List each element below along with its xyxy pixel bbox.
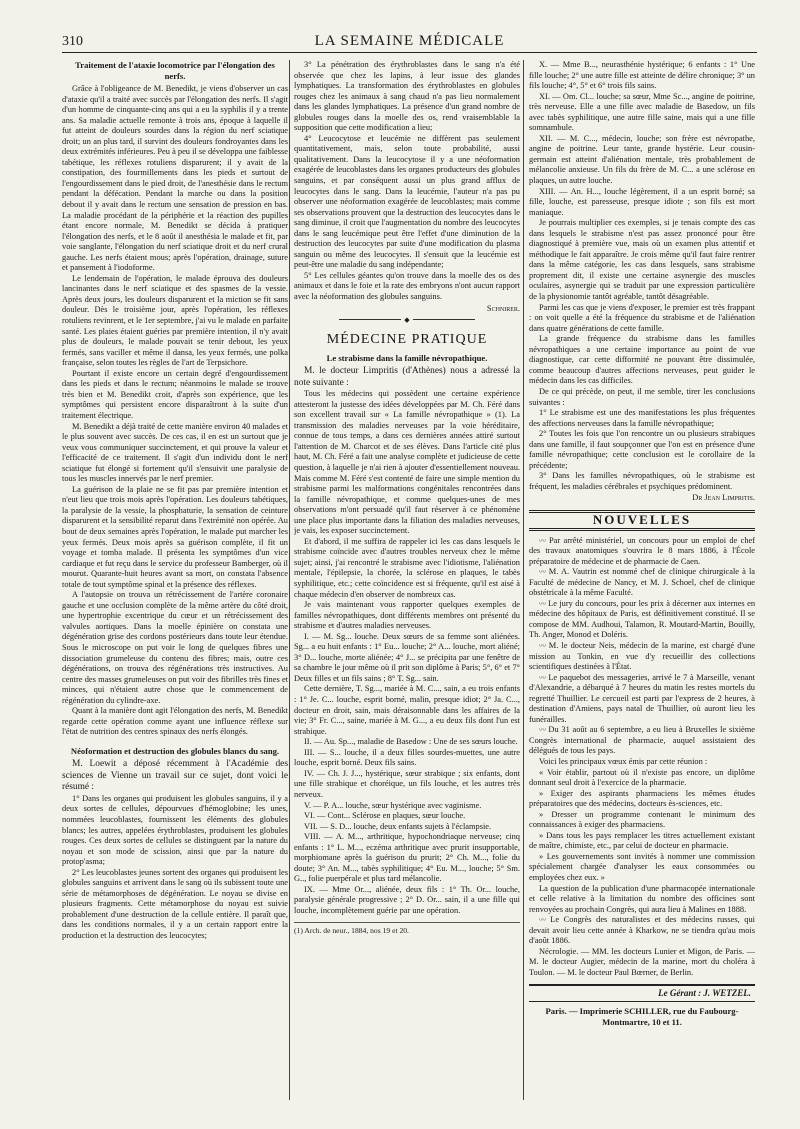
section-title: MÉDECINE PRATIQUE: [326, 332, 488, 348]
article-title: Traitement de l'ataxie locomotrice par l'élongation des nerfs.: [75, 60, 275, 81]
dash-icon: 〰: [539, 673, 549, 682]
paragraph: Pourtant il existe encore un certain degré d'engourdissement dans les pieds et dans le rectum; néanmoins le malade se trouve très bien et M. Benedikt croit, d'après son expérience, que les symptômes qui persistent encore disparaîtront à la suite d'un traitement électrique.: [62, 368, 288, 420]
news-item: 〰 Le jury du concours, pour les prix à décerner aux internes en médecine des hôpitaux de Paris, est définitivement constitué. Il se compose de MM. Audhoui, Talamon, R. Moutard-Martin, Bouilly, Th. Anger, Monod et Doléris.: [529, 598, 755, 640]
paragraph: V. — P. A... louche, sœur hystérique avec vaginisme.: [304, 800, 482, 810]
printer-line: Paris. — Imprimerie SCHILLER, rue du Faubourg-Montmartre, 10 et 11.: [545, 1006, 739, 1027]
paragraph: M. Benedikt a déjà traité de cette manière environ 40 malades et le plus souvent avec succès. De ces cas, il en est un surtout que je veux vous communiquer succinctement, et qui prouve la valeur et l'efficacité de ce traitement. Il s'agit d'un individu dont le nerf sciatique fut élongé si fortement qu'il s'ensuivit une paralysie de tous les muscles innervés par le nerf premier.: [62, 421, 288, 484]
paragraph: Je vais maintenant vous rapporter quelques exemples de familles névropathiques, dont différents membres ont présenté du strabisme et d'autres maladies nerveuses.: [294, 600, 520, 631]
paragraph: VI. — Cont... Sclérose en plaques, sœur louche.: [304, 811, 466, 821]
paragraph: IX. — Mme Or..., aliénée, deux fils : 1° Th. Or... louche, paralysie générale progressive ; 2° D. Or... sain, il a une fille qui louche, incomplètement guérie par une opération.: [294, 884, 520, 915]
paragraph: M. Loewit a déposé récemment à l'Académie des sciences de Vienne un travail sur ce sujet, dont voici le résumé :: [62, 759, 288, 793]
paragraph: 2° Toutes les fois que l'on rencontre un ou plusieurs strabiques dans une famille, il faut soupçonner que l'on est en présence d'une famille névropathique; cette conclusion est le corollaire de la précédente;: [529, 429, 755, 470]
paragraph: Tous les médecins qui possèdent une certaine expérience attesteront la justesse des idées développées par M. Ch. Féré dans son excellent travail sur « La famille névropathique » (1). La transmission des maladies nerveuses par la voie héréditaire, connue de tous temps, a dans ces dernières années attiré surtout l'attention de M. Charcot et de ses élèves. Dans l'article cité plus haut, M. Ch. Féré a fait une analyse complète et judicieuse de cette question, à laquelle je n'ai rien à ajouter d'essentiellement nouveau. Mais comme M. Féré s'est contenté de faire une simple mention du strabisme parmi les malformations congénitales rencontrées dans la famille névropathique, et comme quelques-unes de mes observations m'ont persuadé qu'il faut réserver à ce phénomène une place plus importante dans la filiation des maladies nerveuses, je vais, les exposer succinctement.: [294, 389, 520, 536]
news-item: » Dans tous les pays remplacer les titres actuellement existant de maître, chimiste, etc., par celui de docteur en pharmacie.: [529, 830, 755, 851]
paragraph: II. — Au. Sp..., maladie de Basedow : Une de ses sœurs louche.: [304, 737, 518, 747]
news-item: » Les gouvernements sont invités à nommer une commission spécialement chargée d'analyser les eaux consommées ou employées chez eux. »: [529, 851, 755, 883]
paragraph: M. le docteur Limpritis (d'Athènes) nous a adressé la note suivante :: [294, 366, 520, 388]
dash-icon: 〰: [539, 599, 549, 608]
journal-title: LA SEMAINE MÉDICALE: [314, 33, 505, 49]
page-header: [62, 30, 757, 53]
news-item: 〰 M. le docteur Neis, médecin de la marine, est chargé d'une mission au Tonkin, en vue d'y recueillir des collections scientifiques destinées à l'État.: [529, 640, 755, 672]
news-item: La question de la publication d'une pharmacopée internationale et celle relative à la limitation du nombre des officines sont renvoyées au prochain Congrès, qui aura lieu à Malines en 1888.: [529, 883, 755, 914]
news-item: 〰 Du 31 août au 6 septembre, a eu lieu à Bruxelles le sixième Congrès international de pharmacie, auquel assistaient des délégués de tous les pays.: [529, 725, 755, 756]
paragraph: Et d'abord, il me suffira de rappeler ici les cas dans lesquels le strabisme coïncide avec d'autres troubles nerveux chez le même sujet; ainsi, j'ai rencontré le strabisme avec l'idiotisme, l'aliénation mentale, l'épilepsie, la chorée, la sclérose en plaques, le tabès syphilitique, etc.; cette coïncidence est si fréquente, qu'il est aisé à chaque médecin d'en observer de nombreux cas.: [294, 536, 520, 599]
paragraph: 2° Les leucoblastes jeunes sortent des organes qui produisent les globules sanguins et arrivent dans le sang où ils subissent toute une série de métamorphoses de dégénération. Le noyau se divise en plusieurs fragments. Cette métamorphose du noyau est suivie probablement d'une destruction de la cellule entière. Il paraît que, dans les conditions normales, il y a un certain rapport entre la production et la destruction des leucocytes;: [62, 867, 288, 941]
column-3: [529, 60, 755, 1107]
column-separator: [289, 60, 290, 1100]
column-1: [62, 60, 288, 1107]
paragraph: IV. — Ch. J. J..., hystérique, sœur strabique ; six enfants, dont une fille strabique et choréique, un fils louche, et les autres très nerveux.: [294, 768, 520, 799]
article-title: Le strabisme dans la famille névropathique.: [326, 352, 488, 363]
paragraph: I. — M. Sg... louche. Deux sœurs de sa femme sont aliénées. Sg... a eu huit enfants : 1° Eu... louche; 2° A... louche, mort aliéné; 3° D... louche, morte aliénée; 4° J... se précipita par une fenêtre de sa chambre le jour même où il prit son diplôme à Paris; 5°, 6° et 7° Deux filles et un fils sains ; 8° T. Sg... sain.: [294, 631, 520, 683]
paragraph: Quant à la manière dont agit l'élongation des nerfs, M. Benedikt regarde cette opération comme ayant une influence réflexe sur l'état de nutrition des centres spinaux des nerfs élongés.: [62, 706, 288, 737]
news-item: Voici les principaux vœux émis par cette réunion :: [539, 757, 708, 766]
section-title: NOUVELLES: [529, 510, 755, 531]
paragraph: X. — Mme B..., neurasthénie hystérique; 6 enfants : 1° Une fille louche; 2° une autre fille est atteinte de délire chronique; 3° un fils louche; 4°, 5° et 6° trois fils sains.: [529, 60, 755, 91]
ornament-rule: [339, 316, 475, 326]
signature: Dr Jean Limpritis.: [692, 493, 755, 503]
page-number: 310: [62, 34, 83, 49]
news-item: 〰 Par arrêté ministériel, un concours pour un emploi de chef des travaux anatomiques s'ouvrira le 8 mars 1886, à l'École préparatoire de médecine et de pharmacie de Caen.: [529, 535, 755, 566]
dash-icon: 〰: [539, 641, 549, 650]
news-item: » Exiger des aspirants pharmaciens les mêmes études préparatoires que des médecins, docteurs ès-sciences, etc.: [529, 788, 755, 809]
news-item: 〰 Le Congrès des naturalistes et des médecins russes, qui devait avoir lieu cette année à Kharkow, ne se tiendra qu'au mois d'août 1886.: [529, 915, 755, 946]
dash-icon: 〰: [539, 536, 549, 545]
paragraph: Parmi les cas que je viens d'exposer, le premier est très frappant : on voit quelle a été la fréquence du strabisme et de l'aliénation dans quatre générations de cette famille.: [529, 302, 755, 333]
news-item: 〰 M. A. Vautrin est nommé chef de clinique chirurgicale à la Faculté de médecine de Nancy, et M. J. Schoel, chef de clinique obstétricale à la même Faculté.: [529, 567, 755, 598]
paragraph: 3° La pénétration des érythroblastes dans le sang n'a été observée que chez les lapins, à leur issue des glandes lymphatiques. La transformation des érythroblastes en globules rouges chez les animaux à sang chaud n'a pas lieu normalement dans les glandes lymphatiques. La présence d'un grand nombre de globules rouges dans la moelle des os, rend vraisemblable la supposition que cette modification a lieu;: [294, 60, 520, 133]
paragraph: 4° Leucocytose et leucémie ne diffèrent pas seulement quantitativement, mais, selon toute probabilité, aussi qualitativement. Dans la leucocytose il y a une néoformation exagérée de leucoblastes dans les organes producteurs des globules sanguins, et par conséquent aussi un plus grand afflux de leucocytes dans le sang. Dans la leucémie, l'auteur n'a pas pu observer une néoformation exagérée de leucoblastes; mais comme ses observations prouvent que la destruction des leucocytes dans le sang diminue, il croit que l'augmentation du nombre des leucocytes dans le sang leucémique peut être l'effet d'une diminution de la destruction des leucocytes par suite d'une modification du plasma sanguin ou même des leucocytes. Il s'ensuit que la leucémie est peut-être une maladie du sang indépendante;: [294, 133, 520, 270]
paragraph: III. — S... louche, il a deux filles sourdes-muettes, une autre louche, esprit borné. Deux fils sains.: [294, 747, 520, 768]
paragraph: A l'autopsie on trouva un rétrécissement de l'artère coronaire gauche et une occlusion complète de la même artère du côté droit, une hypertrophie excentrique du cœur et un rétrécissement des valvules aortiques. Dans la moelle épinière on constata une dégénération grise des cordons postérieurs dans toute leur étendue. Sous le microscope on put voir le long de quelques fibres une dissociation grumeleuse du contenu des fibres; mais, outre ces dégénérations, on trouva des régénérations très instructives. Au centre des masses grumeleuses on put voir des fibrilles très fines et minces, qui n'étaient autre chose que le commencement de régénération du cylindre-axe.: [62, 590, 288, 705]
paragraph: 5° Les cellules géantes qu'on trouve dans la moelle des os des animaux et dans le foie et la rate des embryons n'ont aucun rapport avec la néoformation des globules sanguins.: [294, 270, 520, 302]
paragraph: Grâce à l'obligeance de M. Benedikt, je viens d'observer un cas d'ataxie qu'il a traité avec succès par l'élongation des nerfs. Il s'agit d'un homme de cinquante-cinq ans qui a eu la syphilis il y a trente ans. Sa maladie actuelle remonte à trois ans, époque à laquelle il fut atteint de douleurs sourdes dans la région du nerf sciatique droit; un an plus tard, il survint des douleurs fondroyantes dans les deux extrémités inférieures. Peu à peu il se développa une faiblesse tabétique, les réflexes rotuliens disparurent; il y avait de la constipation, des fourmillements dans les pieds et surtout de l'engourdissement dans le pied droit, de l'anesthésie dans le rectum pendant la défécation. Pendant la marche ou dans la position debout il y avait dans le rectum une sensation de pression en bas. La maladie procédant de la périphérie et la réaction des pupilles étant encore normale, M. Benedikt se décida à pratiquer l'élongation des nerfs, et le 8 août il anesthésia le malade et fit, par voie sanglante, l'élongation du nerf sciatique droit et du nerf crural gauche. Les nerfs étaient mous; après l'opération, drainage, suture et pansement à l'iodoforme.: [62, 84, 288, 273]
dash-icon: 〰: [539, 568, 549, 577]
dash-icon: 〰: [539, 916, 551, 925]
paragraph: VIII. — A. M..., arthritique, hypochondriaque nerveuse; cinq enfants : 1° L. M..., eczéma arthritique avec prurit insupportable, morphiomane après la guérison du prurit; 2° Ch. M..., folie du doute; 3° An. M..., tabès syphilitique; 4° Eu. M..., louche; 5° Sm. G.., folie puerpérale et plus tard mélancolie.: [294, 832, 520, 884]
news-item: 〰 Le paquebot des messageries, arrivé le 7 à Marseille, venant d'Alexandrie, a débarqué à 7 heures du matin les restes mortels du regretté Thuillier. Le cercueil est parti par l'express de 2 heures, à destination d'Amiens, pays natal de Thuillier, où auront lieu les funérailles.: [529, 672, 755, 724]
paragraph: 1° Le strabisme est une des manifestations les plus fréquentes des affections nerveuses dans la famille névropathique;: [529, 408, 755, 428]
gerant-line: Le Gérant : J. WETZEL.: [529, 984, 755, 1002]
article-title: Néoformation et destruction des globules blancs du sang.: [70, 745, 280, 756]
paragraph: La guérison de la plaie ne se fit pas par première intention et n'eut lieu que trois mois après l'opération. Les douleurs tabétiques, la paralysie de la vessie, la phosphaturie, la sensation de ceinture disparurent et la sensibilité reparut dans l'extrémité non opérée. Au bout de deux semaines après l'opération, le malade put marcher les yeux fermés. Deux mois après sa guérison complète, il fit un voyage et tomba malade. Il présenta les symptômes d'un vice cardiaque et fut reçu dans le service du professeur Bamberger, où il mourut. Quarante-huit heures avant sa mort, on constata l'absence totale de tout symptôme spinal et la présence des réflexes.: [62, 484, 288, 589]
news-item: » Dresser un programme contenant le minimum des connaissances à exiger des pharmaciens.: [529, 809, 755, 830]
paragraph: La grande fréquence du strabisme dans les familles névropathiques a une certaine importance au point de vue diagnostique, car cette difformité ne pouvant être dissimulée, comme beaucoup d'autres affections nerveuses, peut guider le médecin dans les cas difficiles.: [529, 334, 755, 386]
paragraph: XIII. — An. H..., louche légèrement, il a un esprit borné; sa fille, louche, est paresseuse, presque idiote ; son fils est mort maniaque.: [529, 186, 755, 217]
diamond-icon: ◆: [401, 316, 412, 324]
paragraph: 1° Dans les organes qui produisent les globules sanguins, il y a deux sortes de cellules, dépourvues d'hémoglobine; les unes, nommées leucoblastes, fournissent les éléments des globules blancs; les autres, appelées érythroblastes, produisent les globules rouges. Ces deux sortes de cellules se distinguent par la nature du noyau et son mode de scission, ainsi que par la nature du protop'asma;: [62, 793, 288, 867]
signature: Schnirer.: [486, 303, 520, 313]
paragraph: XII. — M. C..., médecin, louche; son frère est névropathe, angine de poitrine. Leur tante, grande hystérie. Leur cousin-germain est atteint d'aliénation mentale, très probablement de mélancolie anxieuse. Un fils du frère de M. C... a une sclérose en plaques, un autre louche.: [529, 133, 755, 186]
dash-icon: 〰: [539, 726, 549, 735]
paragraph: Je pourrais multiplier ces exemples, si je tenais compte des cas dans lesquels le strabisme n'est pas assez prononcé pour être diagnostiqué à première vue, mais où un examen plus attentif et méthodique le fait apparaître. Je crois même qu'il faut faire rentrer dans la même catégorie, les cas dans lesquels, sans strabisme proprement dit, il existe une certaine asynergie des muscles oculaires, asynergie qui se traduit par une expression particulière de la physionomie tantôt agréable, tantôt désagréable.: [529, 218, 755, 302]
column-2: [294, 60, 520, 1107]
column-separator: [523, 60, 524, 1100]
news-item: « Voir établir, partout où il n'existe pas encore, un diplôme donnant seul droit à l'exercice de la pharmacie.: [529, 767, 755, 788]
paragraph: De ce qui précède, on peut, il me semble, tirer les conclusions suivantes :: [529, 386, 755, 407]
paragraph: Cette dernière, T. Sg..., mariée à M. C..., sain, a eu trois enfants : 1° Je. C... louche, esprit borné, malin, presque idiot; 2° Ja. C..., docteur en droit, sain, mais déraisonnable dans les affaires de la vie; 3° Fr. C..., saine, mariée à M. G..., a eu deux fils dont l'un est strabique.: [294, 684, 520, 736]
footnote: (1) Arch. de neur., 1884, nos 19 et 20.: [294, 922, 520, 935]
paragraph: 3° Dans les familles névropathiques, où le strabisme est fréquent, les maladies cérébrales et psychiques prédominent.: [529, 471, 755, 491]
necrology: Nécrologie. — MM. les docteurs Lunier et Migon, de Paris. — M. le docteur Augier, médecin de la marine, mort du choléra à Toulon. — M. le docteur Paul Bœrner, de Berlin.: [529, 946, 755, 977]
paragraph: Le lendemain de l'opération, le malade éprouva des douleurs lancinantes dans le nerf sciatique et des spasmes de la vessie. Après deux jours, les douleurs disparurent et la miction se fit sans douleur. Dès le troisième jour, après l'opération, les réflexes rotuliens revinrent, et le 1er septembre, j'ai vu le malade en parfaite santé. Les plaies étaient guéries par première intention, il n'y avait plus de douleurs, le malade pouvait se tenir debout, les yeux fermés, sans vaciller et même il dansa, les yeux fermés, une polka française, selon toutes les règles de l'art de Terpsichore.: [62, 273, 288, 368]
paragraph: VII. — S. D... louche, deux enfants sujets à l'éclampsie.: [304, 821, 492, 831]
paragraph: XI. — Om. Cl... louche; sa sœur, Mme Sc..., angine de poitrine, très nerveuse. Elle a une fille avec maladie de Basedow, un fils avec tabès syphilitique, une autre fille saine, mais qui a une fille somnambule.: [529, 91, 755, 133]
